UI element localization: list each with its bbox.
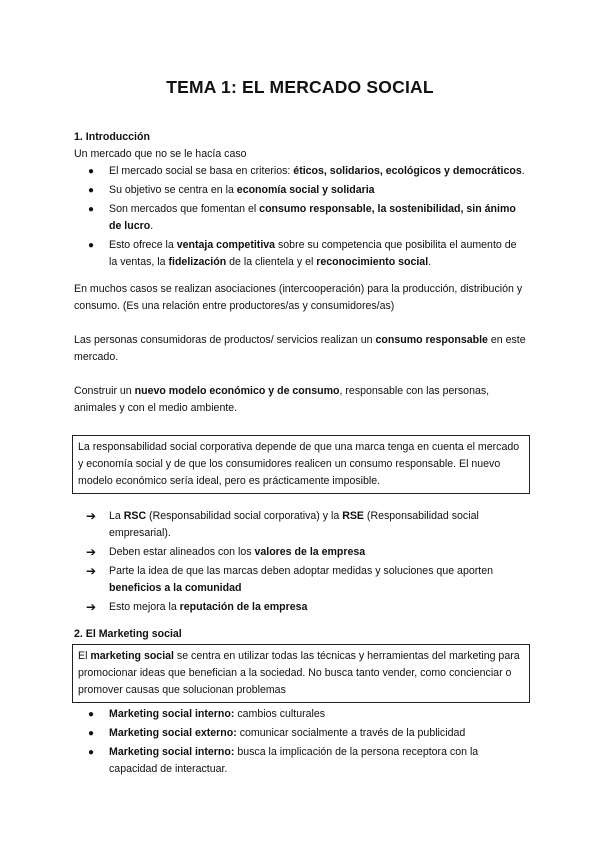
section-heading-marketing-social: 2. El Marketing social [74,628,182,640]
bullet-icon: ● [88,240,95,251]
list-item: ➔ Deben estar alineados con los valores de la empresa [86,545,366,559]
bullet-bold-text: consumo responsable, la sostenibilidad, sin ánimo de lucro [109,203,516,232]
section-heading-introduccion: 1. Introducción [74,131,150,143]
bullet-text: El mercado social se basa en criterios: [109,165,294,177]
highlight-box-marketing-social: El marketing social se centra en utilizar todas las técnicas y herramientas del marketing para promocionar ideas que benefician a la sociedad. No busca tanto vender, como concienciar o promover causas que solucionan problemas [72,644,530,703]
rsc-arrow-list [86,508,526,618]
list-item [86,237,526,271]
list-item: ➔ Esto mejora la reputación de la empresa [86,600,308,614]
highlight-box-rsc: La responsabilidad social corporativa depende de que una marca tenga en cuenta el mercado y economía social y de que los consumidores realicen un consumo responsable. El nuevo modelo económico sería ideal, pero es prácticamente imposible. [72,435,530,494]
list-item [86,201,526,235]
bullet-icon: ● [88,204,95,215]
list-item: ➔ Parte la idea de que las marcas deben adoptar medidas y soluciones que aporten beneficios a la comunidad [86,564,493,594]
bullet-text: sobre su competencia que posibilita el aumento de la ventas, la [109,239,517,268]
bullet-icon: ● [88,709,95,720]
arrow-right-icon: ➔ [86,509,97,523]
bullet-text: Su objetivo se centra en la [109,184,237,196]
arrow-right-icon: ➔ [86,564,97,578]
bullet-icon: ● [88,185,95,196]
intro-bullet-list [86,163,526,273]
list-item [86,182,526,199]
bullet-bold-text: reconocimiento social [316,256,429,268]
list-item: ➔ La RSC (Responsabilidad social corporativa) y la RSE (Responsabilidad social empresarial). [86,509,479,539]
bullet-bold-text: éticos, solidarios, ecológicos y democráticos [293,165,522,177]
bullet-bold-text: ventaja competitiva [176,239,276,251]
arrow-right-icon: ➔ [86,600,97,614]
bullet-icon: ● [88,166,95,177]
list-item: ● Marketing social externo: comunicar socialmente a través de la publicidad [86,725,526,742]
bullet-icon: ● [88,728,95,739]
paragraph-asociaciones: En muchos casos se realizan asociaciones (intercooperación) para la producción, distribución y consumo. (Es una relación entre productores/as y consumidores/as) [74,283,523,312]
bullet-text: de la clientela y el [226,256,317,268]
list-item: ● Marketing social interno: cambios culturales [86,706,526,723]
bullet-text: . [521,165,525,177]
bullet-bold-text: fidelización [168,256,227,268]
bullet-text: . [150,220,154,232]
bullet-text: . [428,256,432,268]
list-item [86,163,526,180]
intro-line: Un mercado que no se le hacía caso [74,148,247,160]
arrow-right-icon: ➔ [86,545,97,559]
bullet-bold-text: economía social y solidaria [236,184,375,196]
bullet-text: Son mercados que fomentan el [109,203,260,215]
bullet-text: Esto ofrece la [109,239,177,251]
paragraph-nuevo-modelo: Construir un nuevo modelo económico y de consumo, responsable con las personas, animales y con el medio ambiente. [74,385,490,414]
bullet-icon: ● [88,747,95,758]
page-title: TEMA 1: EL MERCADO SOCIAL [166,77,434,97]
list-item: ● Marketing social interno: busca la implicación de la persona receptora con la capacidad de interactuar. [88,746,479,775]
marketing-bullet-list [86,706,526,780]
paragraph-consumo-responsable: Las personas consumidoras de productos/ servicios realizan un consumo responsable en este mercado. [74,334,526,363]
